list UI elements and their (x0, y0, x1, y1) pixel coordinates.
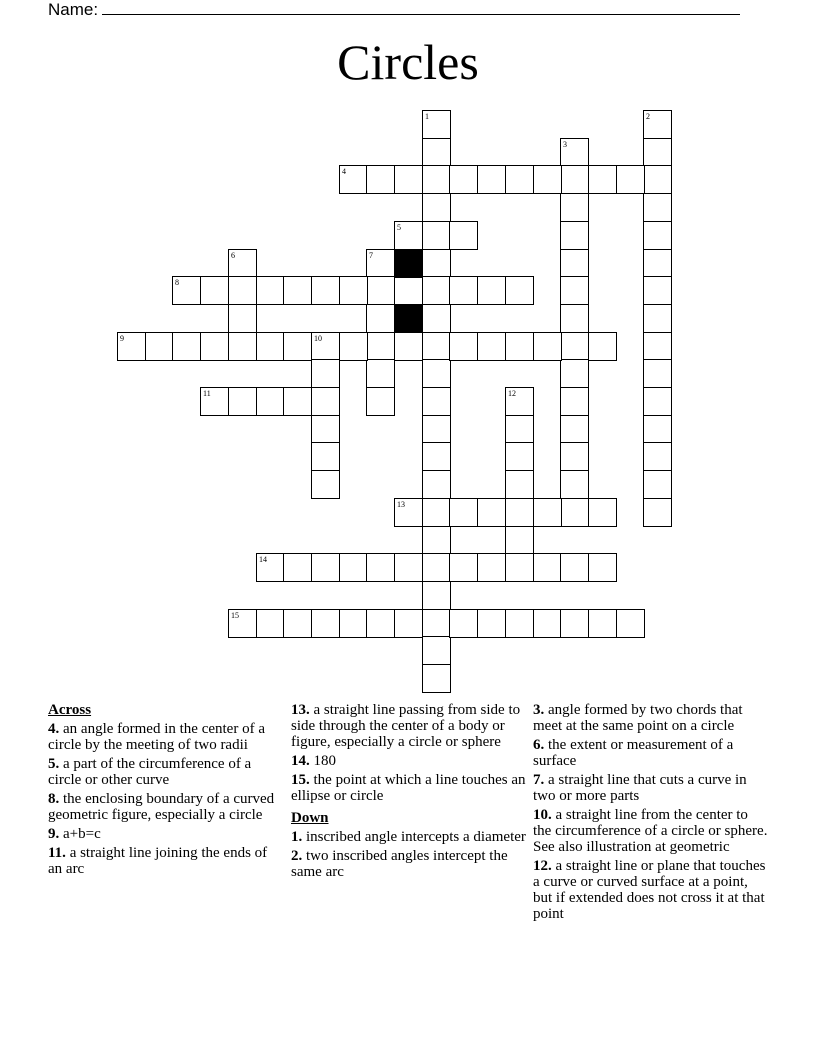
down-clue-3: 3. angle formed by two chords that meet at the same point on a circle (533, 702, 743, 734)
grid-cell[interactable] (449, 332, 478, 361)
grid-cell[interactable] (449, 221, 478, 250)
page-title: Circles (337, 34, 479, 90)
across-clue-14: 14. 180 (291, 753, 336, 769)
grid-cell[interactable] (422, 249, 451, 278)
grid-cell[interactable] (422, 526, 451, 555)
grid-cell[interactable] (339, 553, 368, 582)
across-clue-8: 8. the enclosing boundary of a curved geometric figure, especially a circle (48, 791, 275, 823)
grid-cell[interactable] (449, 553, 478, 582)
grid-cell[interactable] (366, 359, 395, 388)
grid-cell[interactable] (505, 498, 534, 527)
grid-cell[interactable] (394, 165, 423, 194)
grid-cell[interactable] (643, 415, 672, 444)
grid-cell[interactable] (560, 609, 589, 638)
grid-cell[interactable] (256, 609, 285, 638)
grid-cell[interactable] (422, 664, 451, 693)
grid-cell[interactable] (643, 359, 672, 388)
down-heading: Down (291, 810, 329, 826)
grid-cell[interactable] (643, 498, 672, 527)
grid-cell[interactable] (366, 304, 395, 333)
grid-cell[interactable] (311, 609, 340, 638)
grid-cell[interactable] (533, 609, 562, 638)
grid-cell[interactable] (588, 332, 617, 361)
grid-cell[interactable] (560, 442, 589, 471)
grid-cell[interactable] (228, 332, 257, 361)
grid-cell[interactable] (200, 332, 229, 361)
down-clue-12: 12. a straight line or plane that touches a curve or curved surface at a point, but if extended does not cross it at that point (533, 858, 766, 922)
grid-cell[interactable] (643, 276, 672, 305)
grid-cell[interactable] (477, 276, 506, 305)
grid-cell[interactable] (588, 609, 617, 638)
clue-column-3 (533, 702, 769, 925)
grid-cell[interactable] (477, 498, 506, 527)
across-clue-5: 5. a part of the circumference of a circle or other curve (48, 756, 252, 788)
grid-cell[interactable] (366, 276, 395, 305)
grid-cell[interactable] (366, 165, 395, 194)
grid-cell[interactable] (422, 581, 451, 610)
grid-cell[interactable] (228, 387, 257, 416)
across-clue-9: 9. a+b=c (48, 826, 101, 842)
grid-cell[interactable] (505, 470, 534, 499)
grid-cell[interactable] (560, 498, 589, 527)
grid-cell[interactable] (643, 138, 672, 167)
clue-number: 14 (259, 555, 267, 564)
grid-cell[interactable] (283, 387, 312, 416)
grid-cell[interactable] (560, 249, 589, 278)
clue-number: 6 (231, 251, 235, 260)
grid-cell[interactable] (311, 276, 340, 305)
grid-cell[interactable] (560, 276, 589, 305)
grid-cell[interactable] (616, 609, 645, 638)
black-square (394, 304, 423, 333)
grid-cell[interactable] (560, 387, 589, 416)
across-heading: Across (48, 702, 92, 718)
grid-cell[interactable] (449, 165, 478, 194)
grid-cell[interactable] (422, 636, 451, 665)
grid-cell[interactable] (560, 304, 589, 333)
grid-cell[interactable] (422, 138, 451, 167)
grid-cell[interactable] (394, 609, 423, 638)
grid-cell[interactable] (200, 276, 229, 305)
grid-cell[interactable] (643, 442, 672, 471)
across-clue-4: 4. an angle formed in the center of a circle by the meeting of two radii (48, 721, 265, 753)
grid-cell[interactable] (394, 332, 423, 361)
grid-cell[interactable] (560, 221, 589, 250)
grid-cell[interactable] (449, 276, 478, 305)
grid-cell[interactable] (366, 332, 395, 361)
grid-cell[interactable] (533, 165, 562, 194)
grid-cell[interactable] (533, 553, 562, 582)
down-clue-10: 10. a straight line from the center to the circumference of a circle or sphere. See also illustration at geometric (533, 807, 768, 855)
grid-cell[interactable] (643, 221, 672, 250)
grid-cell[interactable] (505, 165, 534, 194)
grid-cell[interactable] (588, 165, 617, 194)
grid-cell[interactable] (643, 470, 672, 499)
clue-number: 10 (314, 334, 322, 343)
grid-cell[interactable] (477, 609, 506, 638)
grid-cell[interactable] (145, 332, 174, 361)
clue-number: 13 (397, 500, 405, 509)
clue-number: 11 (203, 389, 211, 398)
clue-number: 9 (120, 334, 124, 343)
grid-cell[interactable] (477, 553, 506, 582)
grid-cell[interactable] (616, 165, 645, 194)
grid-cell[interactable] (311, 387, 340, 416)
grid-cell[interactable] (505, 553, 534, 582)
grid-cell[interactable] (643, 332, 672, 361)
grid-cell[interactable] (283, 332, 312, 361)
grid-cell[interactable] (422, 609, 451, 638)
grid-cell[interactable] (643, 387, 672, 416)
grid-cell[interactable] (505, 332, 534, 361)
grid-cell[interactable] (643, 249, 672, 278)
grid-cell[interactable] (311, 470, 340, 499)
grid-cell[interactable] (339, 332, 368, 361)
clue-number: 15 (231, 611, 239, 620)
grid-cell[interactable] (505, 526, 534, 555)
grid-cell[interactable] (449, 498, 478, 527)
grid-cell[interactable] (366, 609, 395, 638)
grid-cell[interactable] (422, 332, 451, 361)
clue-number: 12 (508, 389, 516, 398)
grid-cell[interactable] (311, 442, 340, 471)
grid-cell[interactable] (643, 304, 672, 333)
grid-cell[interactable] (505, 609, 534, 638)
clue-number: 8 (175, 278, 179, 287)
grid-cell[interactable] (477, 165, 506, 194)
grid-cell[interactable] (588, 498, 617, 527)
grid-cell[interactable] (422, 304, 451, 333)
clue-number: 2 (646, 112, 650, 121)
grid-cell[interactable] (533, 332, 562, 361)
black-square (394, 249, 423, 278)
grid-cell[interactable] (643, 193, 672, 222)
grid-cell[interactable] (422, 498, 451, 527)
grid-cell[interactable] (256, 387, 285, 416)
down-clue-2: 2. two inscribed angles intercept the same arc (291, 848, 508, 880)
grid-cell[interactable] (422, 387, 451, 416)
grid-cell[interactable] (422, 442, 451, 471)
down-clue-1: 1. inscribed angle intercepts a diameter (291, 829, 526, 845)
grid-cell[interactable] (560, 332, 589, 361)
grid-cell[interactable] (256, 332, 285, 361)
grid-cell[interactable] (422, 165, 451, 194)
grid-cell[interactable] (228, 304, 257, 333)
grid-cell[interactable] (533, 498, 562, 527)
across-clue-11: 11. a straight line joining the ends of an arc (48, 845, 268, 877)
grid-cell[interactable] (256, 276, 285, 305)
clue-number: 4 (342, 167, 346, 176)
grid-cell[interactable] (394, 276, 423, 305)
grid-cell[interactable] (339, 276, 368, 305)
grid-cell[interactable] (283, 553, 312, 582)
clue-number: 3 (563, 140, 567, 149)
down-clue-7: 7. a straight line that cuts a curve in two or more parts (533, 772, 747, 804)
down-clue-6: 6. the extent or measurement of a surface (533, 737, 734, 769)
grid-cell[interactable] (283, 609, 312, 638)
clue-number: 7 (369, 251, 373, 260)
grid-cell[interactable] (449, 609, 478, 638)
across-clue-13: 13. a straight line passing from side to side through the center of a body or figure, especially a circle or sphere (291, 702, 521, 750)
grid-cell[interactable] (588, 553, 617, 582)
grid-cell[interactable] (283, 276, 312, 305)
clue-number: 5 (397, 223, 401, 232)
grid-cell[interactable] (366, 387, 395, 416)
grid-cell[interactable] (422, 193, 451, 222)
grid-cell[interactable] (422, 359, 451, 388)
grid-cell[interactable] (172, 332, 201, 361)
grid-cell[interactable] (339, 609, 368, 638)
grid-cell[interactable] (422, 276, 451, 305)
grid-cell[interactable] (366, 553, 395, 582)
grid-cell[interactable] (560, 193, 589, 222)
grid-cell[interactable] (311, 359, 340, 388)
grid-cell[interactable] (228, 276, 257, 305)
clue-column-2 (291, 702, 527, 883)
grid-cell[interactable] (394, 553, 423, 582)
grid-cell[interactable] (505, 442, 534, 471)
clue-number: 1 (425, 112, 429, 121)
grid-cell[interactable] (560, 359, 589, 388)
grid-cell[interactable] (477, 332, 506, 361)
grid-cell[interactable] (422, 553, 451, 582)
grid-cell[interactable] (311, 415, 340, 444)
grid-cell[interactable] (560, 470, 589, 499)
grid-cell[interactable] (643, 165, 672, 194)
grid-cell[interactable] (560, 415, 589, 444)
grid-cell[interactable] (422, 415, 451, 444)
across-clue-15: 15. the point at which a line touches an ellipse or circle (291, 772, 526, 804)
grid-cell[interactable] (560, 553, 589, 582)
clue-column-1 (48, 702, 284, 880)
grid-cell[interactable] (422, 221, 451, 250)
grid-cell[interactable] (505, 276, 534, 305)
grid-cell[interactable] (422, 470, 451, 499)
grid-cell[interactable] (560, 165, 589, 194)
grid-cell[interactable] (505, 415, 534, 444)
name-label: Name: (48, 0, 99, 19)
grid-cell[interactable] (311, 553, 340, 582)
